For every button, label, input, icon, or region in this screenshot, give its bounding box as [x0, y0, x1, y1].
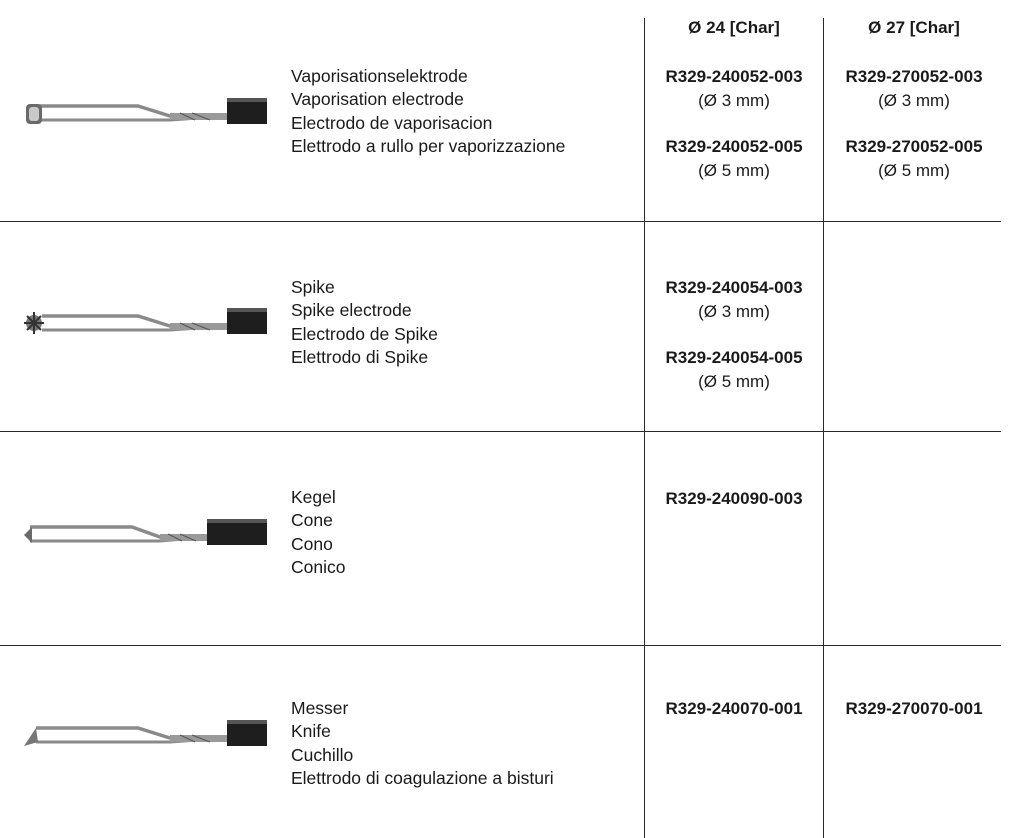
row-divider-3: [0, 645, 1001, 646]
cone-electrode-names: [291, 486, 345, 579]
name-es: Electrodo de vaporisacion: [291, 112, 493, 133]
header-diameter-27: Ø 27 [Char]: [868, 18, 960, 37]
product-code: R329-240052-003: [665, 67, 803, 86]
name-it: Elettrodo di Spike: [291, 346, 429, 367]
name-en: Knife: [291, 721, 331, 742]
product-code: R329-240090-003: [665, 489, 803, 508]
code-cell: [645, 135, 823, 182]
column-divider-2: [823, 18, 824, 838]
diameter-label: (Ø 3 mm): [878, 90, 950, 110]
code-cell: [825, 697, 1003, 721]
knife-electrode-names: [291, 697, 554, 790]
name-de: Messer: [291, 698, 349, 718]
name-en: Vaporisation electrode: [291, 89, 464, 110]
name-it: Elettrodo a rullo per vaporizzazione: [291, 135, 566, 156]
code-cell: [645, 346, 823, 393]
name-de: Vaporisationselektrode: [291, 66, 468, 86]
vaporisation-electrode-image: [20, 94, 270, 134]
name-it: Elettrodo di coagulazione a bisturi: [291, 767, 554, 788]
row-divider-2: [0, 431, 1001, 432]
name-es: Electrodo de Spike: [291, 323, 438, 344]
header-diameter-24: Ø 24 [Char]: [688, 18, 780, 37]
code-cell: [645, 65, 823, 112]
diameter-label: (Ø 5 mm): [698, 371, 770, 391]
product-code: R329-270070-001: [845, 699, 983, 718]
diameter-label: (Ø 3 mm): [698, 301, 770, 321]
product-code: R329-240070-001: [665, 699, 803, 718]
diameter-label: (Ø 3 mm): [698, 90, 770, 110]
diameter-label: (Ø 5 mm): [878, 160, 950, 180]
code-cell: [825, 135, 1003, 182]
code-cell: [645, 487, 823, 511]
code-cell: [825, 65, 1003, 112]
spike-electrode-image: [20, 304, 270, 344]
diameter-label: (Ø 5 mm): [698, 160, 770, 180]
product-code: R329-240054-005: [665, 348, 803, 367]
name-es: Cono: [291, 533, 333, 554]
code-cell: [645, 276, 823, 323]
name-de: Spike: [291, 277, 335, 297]
product-code: R329-270052-003: [845, 67, 983, 86]
product-code: R329-240054-003: [665, 278, 803, 297]
name-it: Conico: [291, 556, 346, 577]
product-code: R329-240052-005: [665, 137, 803, 156]
name-en: Cone: [291, 510, 333, 531]
product-code: R329-270052-005: [845, 137, 983, 156]
knife-electrode-image: [20, 716, 270, 756]
name-de: Kegel: [291, 487, 336, 507]
vaporisation-electrode-names: [291, 65, 565, 158]
code-cell: [645, 697, 823, 721]
row-divider-1: [0, 221, 1001, 222]
cone-electrode-image: [20, 515, 270, 555]
spike-electrode-names: [291, 276, 438, 369]
name-es: Cuchillo: [291, 744, 354, 765]
name-en: Spike electrode: [291, 300, 412, 321]
